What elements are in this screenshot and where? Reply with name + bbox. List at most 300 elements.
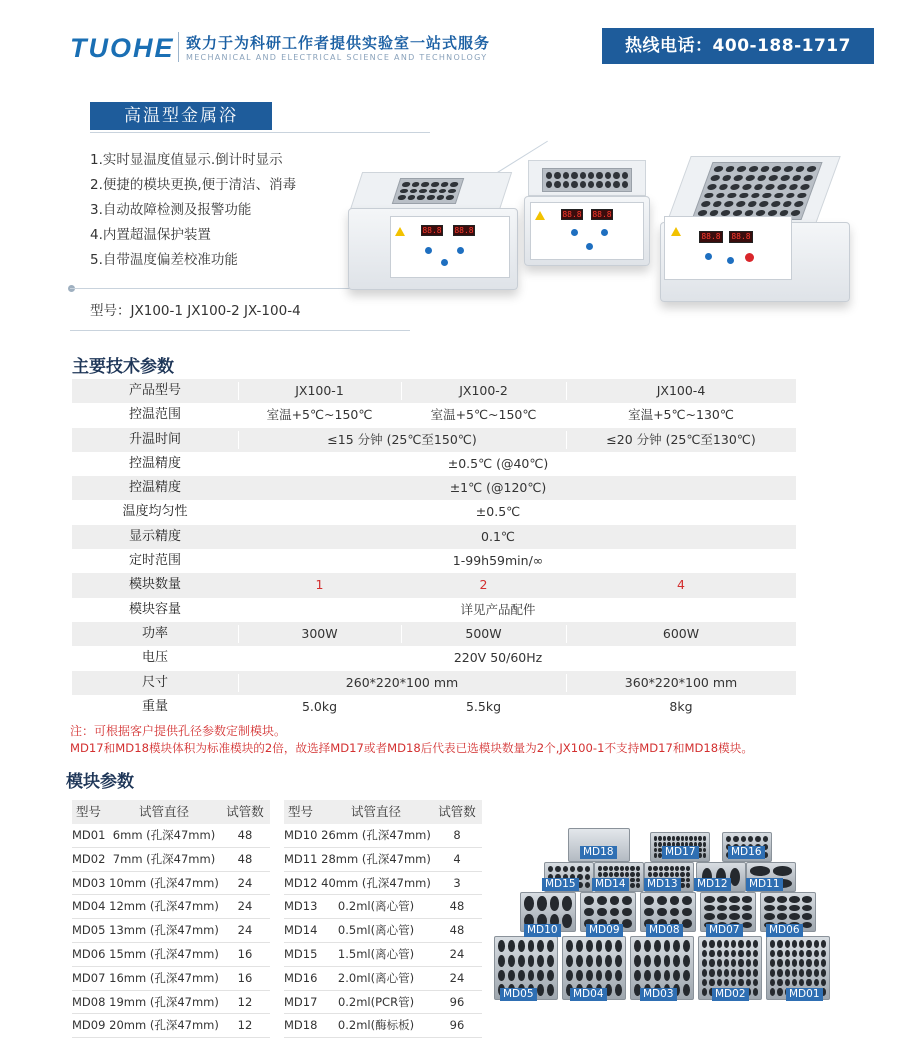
block-hole bbox=[689, 836, 692, 841]
block-hole bbox=[562, 896, 572, 911]
block-hole bbox=[670, 866, 674, 871]
spec-label: 控温精度 bbox=[128, 455, 181, 471]
module-diameter: 7mm (孔深47mm) bbox=[112, 851, 216, 866]
module-code: MD08 bbox=[72, 994, 106, 1009]
block-hole bbox=[704, 896, 715, 903]
block-hole bbox=[563, 866, 568, 872]
module-diameter: 40mm (孔深47mm) bbox=[321, 875, 431, 890]
block-hole bbox=[698, 836, 701, 841]
block-hole bbox=[704, 913, 715, 920]
block-hole bbox=[763, 836, 768, 842]
block-hole bbox=[585, 874, 590, 880]
block-hole bbox=[644, 940, 651, 952]
module-row bbox=[284, 895, 482, 919]
block-hole bbox=[634, 955, 641, 967]
block-hole bbox=[770, 969, 775, 977]
block-hole bbox=[748, 836, 753, 842]
module-diameter: 12mm (孔深47mm) bbox=[109, 899, 219, 914]
block-hole bbox=[654, 836, 657, 841]
spec-row-model bbox=[72, 379, 796, 403]
block-hole bbox=[731, 969, 736, 977]
block-hole bbox=[634, 940, 641, 952]
device-jx100-1-image bbox=[348, 172, 520, 292]
block-hole bbox=[659, 872, 663, 877]
module-label-md07: MD07 bbox=[706, 924, 743, 937]
module-label-md18: MD18 bbox=[580, 846, 617, 859]
module-label-md02: MD02 bbox=[712, 988, 749, 1001]
block-hole bbox=[729, 896, 740, 903]
spec-label: 电压 bbox=[141, 650, 168, 666]
module-row bbox=[72, 943, 270, 967]
block-hole bbox=[644, 896, 654, 905]
module-count: 96 bbox=[449, 994, 465, 1009]
block-hole bbox=[634, 970, 641, 982]
block-hole bbox=[670, 896, 680, 905]
spec-row-heating-time bbox=[72, 428, 796, 452]
spec-section-title: 主要技术参数 bbox=[72, 357, 174, 377]
block-hole bbox=[785, 950, 790, 958]
block-hole bbox=[777, 905, 788, 912]
module-diameter: 28mm (孔深47mm) bbox=[321, 851, 431, 866]
module-diameter: 26mm (孔深47mm) bbox=[321, 828, 431, 842]
module-diameter: 10mm (孔深47mm) bbox=[109, 875, 219, 890]
block-hole bbox=[518, 970, 525, 982]
header-count: 试管数 bbox=[438, 804, 476, 819]
block-hole bbox=[777, 940, 782, 948]
block-hole bbox=[799, 979, 804, 987]
header-diameter: 试管直径 bbox=[138, 804, 189, 819]
block-hole bbox=[789, 913, 800, 920]
block-hole bbox=[562, 914, 572, 929]
block-hole bbox=[777, 959, 782, 967]
block-hole bbox=[654, 955, 661, 967]
block-hole bbox=[654, 842, 657, 847]
spec-row-dimensions bbox=[72, 671, 796, 695]
block-hole bbox=[664, 872, 668, 877]
block-hole bbox=[673, 970, 680, 982]
spec-cell: 5.0kg bbox=[301, 698, 338, 714]
block-hole bbox=[596, 955, 603, 967]
block-hole bbox=[750, 866, 770, 876]
model-list: 型号：JX100-1 JX100-2 JX-100-4 bbox=[90, 303, 301, 319]
block-hole bbox=[654, 848, 657, 853]
spec-label: 温度均匀性 bbox=[122, 504, 188, 520]
block-hole bbox=[806, 979, 811, 987]
control-panel bbox=[530, 202, 644, 260]
module-label-md14: MD14 bbox=[592, 878, 629, 891]
header-diameter: 试管直径 bbox=[350, 804, 401, 819]
block-hole bbox=[702, 950, 707, 958]
block-hole bbox=[717, 979, 722, 987]
block-hole bbox=[667, 836, 670, 841]
module-code: MD18 bbox=[284, 1018, 318, 1033]
spec-label: 重量 bbox=[141, 698, 168, 714]
block-hole bbox=[537, 984, 544, 996]
module-label-md09: MD09 bbox=[586, 924, 623, 937]
block-hole bbox=[802, 922, 813, 929]
spec-cell: 360*220*100 mm bbox=[624, 674, 738, 690]
block-hole bbox=[683, 955, 690, 967]
block-hole bbox=[717, 940, 722, 948]
custom-module-note: 注：可根据客户提供孔径参数定制模块。 bbox=[70, 724, 287, 738]
block-hole bbox=[620, 866, 624, 871]
block-hole bbox=[731, 959, 736, 967]
module-label-md03: MD03 bbox=[640, 988, 677, 1001]
module-label-md08: MD08 bbox=[646, 924, 683, 937]
module-diameter: 0.2ml(PCR管) bbox=[337, 994, 415, 1009]
block-hole bbox=[702, 979, 707, 987]
block-hole bbox=[799, 969, 804, 977]
block-hole bbox=[636, 866, 640, 871]
module-count: 24 bbox=[237, 899, 253, 914]
block-hole bbox=[598, 866, 602, 871]
block-hole bbox=[518, 940, 525, 952]
block-hole bbox=[698, 848, 701, 853]
block-hole bbox=[702, 988, 707, 996]
module-code: MD07 bbox=[72, 970, 106, 985]
brand-logo[interactable]: TUOHE bbox=[70, 33, 175, 63]
block-hole bbox=[731, 940, 736, 948]
block-hole bbox=[664, 866, 668, 871]
block-hole bbox=[683, 970, 690, 982]
block-hole bbox=[753, 940, 758, 948]
spec-label: 模块容量 bbox=[128, 601, 181, 617]
block-hole bbox=[636, 872, 640, 877]
block-hole bbox=[598, 872, 602, 877]
block-hole bbox=[814, 969, 819, 977]
block-hole bbox=[802, 896, 813, 903]
module-count: 4 bbox=[453, 851, 461, 866]
block-hole bbox=[528, 940, 535, 952]
module-row bbox=[284, 943, 482, 967]
block-hole bbox=[596, 970, 603, 982]
block-hole bbox=[709, 950, 714, 958]
block-hole bbox=[670, 908, 680, 917]
module-code: MD15 bbox=[284, 946, 318, 961]
block-hole bbox=[724, 979, 729, 987]
block-hole bbox=[508, 955, 515, 967]
block-hole bbox=[615, 955, 622, 967]
block-hole bbox=[622, 896, 632, 905]
temp-display: 88.8 bbox=[562, 210, 582, 219]
spec-cell: 600W bbox=[662, 625, 700, 641]
product-title: 高温型金属浴 bbox=[90, 102, 272, 130]
module-diameter: 20mm (孔深47mm) bbox=[109, 1018, 219, 1033]
block-hole bbox=[547, 955, 554, 967]
block-hole bbox=[664, 970, 671, 982]
block-hole bbox=[785, 940, 790, 948]
block-hole bbox=[777, 896, 788, 903]
block-hole bbox=[664, 940, 671, 952]
spec-label: 控温精度 bbox=[128, 480, 181, 496]
block-hole bbox=[584, 896, 594, 905]
module-count: 24 bbox=[237, 875, 253, 890]
block-hole bbox=[814, 959, 819, 967]
module-count: 8 bbox=[453, 828, 461, 842]
spec-cell: 1-99h59min/∞ bbox=[452, 553, 544, 569]
block-hole bbox=[814, 979, 819, 987]
module-table-left bbox=[72, 800, 270, 1038]
spec-label: 模块数量 bbox=[128, 577, 181, 593]
module-code: MD05 bbox=[72, 923, 106, 938]
module-row bbox=[72, 967, 270, 991]
block-hole bbox=[657, 896, 667, 905]
block-hole bbox=[636, 883, 640, 888]
spec-cell: 300W bbox=[301, 625, 338, 641]
block-hole bbox=[518, 955, 525, 967]
device-jx100-4-image bbox=[658, 156, 854, 304]
spec-row-weight bbox=[72, 695, 796, 719]
module-row bbox=[284, 991, 482, 1015]
block-hole bbox=[659, 866, 663, 871]
block-hole bbox=[802, 913, 813, 920]
spec-row-module-capacity bbox=[72, 598, 796, 622]
block-hole bbox=[686, 883, 690, 888]
control-button bbox=[457, 247, 464, 254]
block-hole bbox=[764, 913, 775, 920]
block-hole bbox=[570, 866, 575, 872]
models-bottom-divider bbox=[70, 330, 410, 331]
module-label-md16: MD16 bbox=[728, 846, 765, 859]
module-label-md05: MD05 bbox=[500, 988, 537, 1001]
block-hole bbox=[785, 969, 790, 977]
module-table-header bbox=[72, 800, 270, 824]
feature-item: 1.实时显温度值显示.倒计时显示 bbox=[90, 152, 283, 168]
block-hole bbox=[615, 984, 622, 996]
block-hole bbox=[821, 959, 826, 967]
block-hole bbox=[498, 955, 505, 967]
block-hole bbox=[648, 866, 652, 871]
block-hole bbox=[753, 979, 758, 987]
block-hole bbox=[547, 940, 554, 952]
block-hole bbox=[764, 905, 775, 912]
module-code: MD11 bbox=[284, 851, 318, 866]
module-label-md04: MD04 bbox=[570, 988, 607, 1001]
block-hole bbox=[576, 970, 583, 982]
block-hole bbox=[680, 872, 684, 877]
block-hole bbox=[680, 878, 684, 883]
block-hole bbox=[738, 950, 743, 958]
block-hole bbox=[576, 955, 583, 967]
block-hole bbox=[566, 970, 573, 982]
block-hole bbox=[548, 866, 553, 872]
block-hole bbox=[738, 979, 743, 987]
module-label-md12: MD12 bbox=[694, 878, 731, 891]
module-count: 96 bbox=[449, 1018, 465, 1033]
block-hole bbox=[799, 959, 804, 967]
block-hole bbox=[620, 872, 624, 877]
time-display: 88.8 bbox=[454, 226, 474, 235]
block-hole bbox=[636, 878, 640, 883]
block-hole bbox=[625, 872, 629, 877]
hotline-banner[interactable]: 热线电话：400-188-1717 bbox=[602, 28, 874, 64]
module-code: MD16 bbox=[284, 970, 318, 985]
block-hole bbox=[605, 940, 612, 952]
block-hole bbox=[731, 979, 736, 987]
block-hole bbox=[738, 959, 743, 967]
spec-row-voltage bbox=[72, 646, 796, 670]
block-hole bbox=[789, 896, 800, 903]
spec-cell: JX100-1 bbox=[295, 383, 344, 398]
block-hole bbox=[703, 848, 706, 853]
block-hole bbox=[703, 853, 706, 858]
block-hole bbox=[717, 905, 728, 912]
module-row bbox=[72, 848, 270, 872]
logo-divider bbox=[178, 32, 179, 62]
control-button bbox=[425, 247, 432, 254]
block-hole bbox=[672, 836, 675, 841]
module-diameter: 2.0ml(离心管) bbox=[337, 970, 415, 985]
module-label-md17: MD17 bbox=[662, 846, 699, 859]
block-hole bbox=[698, 842, 701, 847]
block-hole bbox=[753, 959, 758, 967]
block-hole bbox=[658, 836, 661, 841]
spec-cell: 室温+5℃~150℃ bbox=[430, 407, 537, 423]
module-code: MD13 bbox=[284, 899, 318, 914]
spec-cell: ±1℃ (@120℃) bbox=[449, 480, 547, 496]
module-table-header bbox=[284, 800, 482, 824]
block-hole bbox=[653, 872, 657, 877]
block-hole bbox=[746, 959, 751, 967]
spec-cell: 8kg bbox=[669, 698, 693, 714]
spec-cell: 室温+5℃~130℃ bbox=[628, 407, 734, 423]
module-code: MD12 bbox=[284, 875, 318, 890]
block-hole bbox=[673, 940, 680, 952]
block-hole bbox=[717, 913, 728, 920]
block-hole bbox=[615, 940, 622, 952]
block-hole bbox=[555, 866, 560, 872]
block-hole bbox=[729, 913, 740, 920]
module-code: MD03 bbox=[72, 875, 106, 890]
block-hole bbox=[586, 940, 593, 952]
spec-table bbox=[72, 379, 796, 719]
spec-row-accuracy-120 bbox=[72, 476, 796, 500]
module-row bbox=[72, 872, 270, 896]
module-row bbox=[284, 1014, 482, 1038]
device-block bbox=[542, 168, 632, 192]
device-block bbox=[392, 178, 464, 204]
block-hole bbox=[729, 905, 740, 912]
control-panel bbox=[390, 216, 510, 278]
block-hole bbox=[717, 896, 728, 903]
spec-label: 升温时间 bbox=[128, 431, 181, 447]
warning-icon bbox=[671, 227, 681, 236]
spec-cell: 室温+5℃~150℃ bbox=[266, 407, 373, 423]
page-header bbox=[0, 0, 900, 86]
feature-item: 5.自带温度偏差校准功能 bbox=[90, 252, 238, 268]
block-hole bbox=[792, 969, 797, 977]
module-count: 48 bbox=[237, 851, 253, 866]
block-hole bbox=[566, 955, 573, 967]
block-hole bbox=[738, 940, 743, 948]
block-hole bbox=[524, 896, 534, 911]
module-code: MD01 bbox=[72, 828, 106, 842]
block-hole bbox=[742, 913, 753, 920]
module-code: MD06 bbox=[72, 946, 106, 961]
control-button bbox=[441, 259, 448, 266]
md17-md18-note: MD17和MD18模块体积为标准模块的2倍，故选择MD17或者MD18后代表已选模块数量为2个,JX100-1不支持MD17和MD18模块。 bbox=[70, 741, 753, 755]
block-hole bbox=[622, 919, 632, 928]
spec-cell: 2 bbox=[479, 577, 488, 593]
block-hole bbox=[663, 836, 666, 841]
block-hole bbox=[630, 872, 634, 877]
spec-row-module-count bbox=[72, 573, 796, 597]
module-count: 24 bbox=[449, 970, 465, 985]
module-code: MD14 bbox=[284, 923, 318, 938]
block-hole bbox=[742, 905, 753, 912]
spec-cell: ≤15 分钟 (25℃至150℃) bbox=[327, 431, 477, 447]
spec-label: 功率 bbox=[141, 625, 168, 641]
power-button bbox=[745, 253, 754, 262]
module-row bbox=[72, 1014, 270, 1038]
brand-slogan: 致力于为科研工作者提供实验室一站式服务 bbox=[186, 34, 491, 52]
module-table-right bbox=[284, 800, 482, 1038]
module-count: 16 bbox=[237, 946, 253, 961]
block-hole bbox=[738, 969, 743, 977]
block-hole bbox=[703, 836, 706, 841]
block-hole bbox=[576, 940, 583, 952]
block-hole bbox=[698, 853, 701, 858]
block-hole bbox=[777, 950, 782, 958]
block-hole bbox=[730, 868, 740, 886]
block-hole bbox=[702, 959, 707, 967]
module-row bbox=[72, 824, 270, 848]
module-count: 48 bbox=[449, 923, 465, 938]
block-hole bbox=[709, 940, 714, 948]
block-hole bbox=[630, 878, 634, 883]
block-hole bbox=[770, 979, 775, 987]
block-hole bbox=[685, 836, 688, 841]
spec-cell: 详见产品配件 bbox=[460, 601, 536, 617]
block-hole bbox=[702, 969, 707, 977]
block-hole bbox=[753, 950, 758, 958]
block-hole bbox=[792, 959, 797, 967]
block-hole bbox=[799, 950, 804, 958]
block-hole bbox=[675, 866, 679, 871]
block-hole bbox=[610, 896, 620, 905]
block-hole bbox=[742, 896, 753, 903]
block-hole bbox=[731, 950, 736, 958]
device-jx100-2-image bbox=[524, 160, 652, 268]
block-hole bbox=[709, 959, 714, 967]
block-hole bbox=[537, 955, 544, 967]
block-hole bbox=[746, 950, 751, 958]
spec-cell: 4 bbox=[677, 577, 685, 593]
block-hole bbox=[777, 988, 782, 996]
block-hole bbox=[686, 878, 690, 883]
block-hole bbox=[603, 872, 607, 877]
module-row bbox=[284, 967, 482, 991]
module-row bbox=[284, 824, 482, 848]
block-hole bbox=[498, 940, 505, 952]
block-hole bbox=[654, 940, 661, 952]
module-count: 12 bbox=[237, 994, 253, 1009]
control-panel bbox=[664, 216, 792, 280]
module-label-md10: MD10 bbox=[524, 924, 561, 937]
block-hole bbox=[755, 836, 760, 842]
module-count: 16 bbox=[237, 970, 253, 985]
block-hole bbox=[498, 970, 505, 982]
block-hole bbox=[584, 908, 594, 917]
control-button bbox=[727, 257, 734, 264]
block-hole bbox=[547, 984, 554, 996]
block-hole bbox=[753, 969, 758, 977]
block-hole bbox=[605, 955, 612, 967]
module-diameter: 1.5ml(离心管) bbox=[337, 946, 415, 961]
module-row bbox=[72, 919, 270, 943]
block-hole bbox=[614, 872, 618, 877]
module-code: MD04 bbox=[72, 899, 106, 914]
